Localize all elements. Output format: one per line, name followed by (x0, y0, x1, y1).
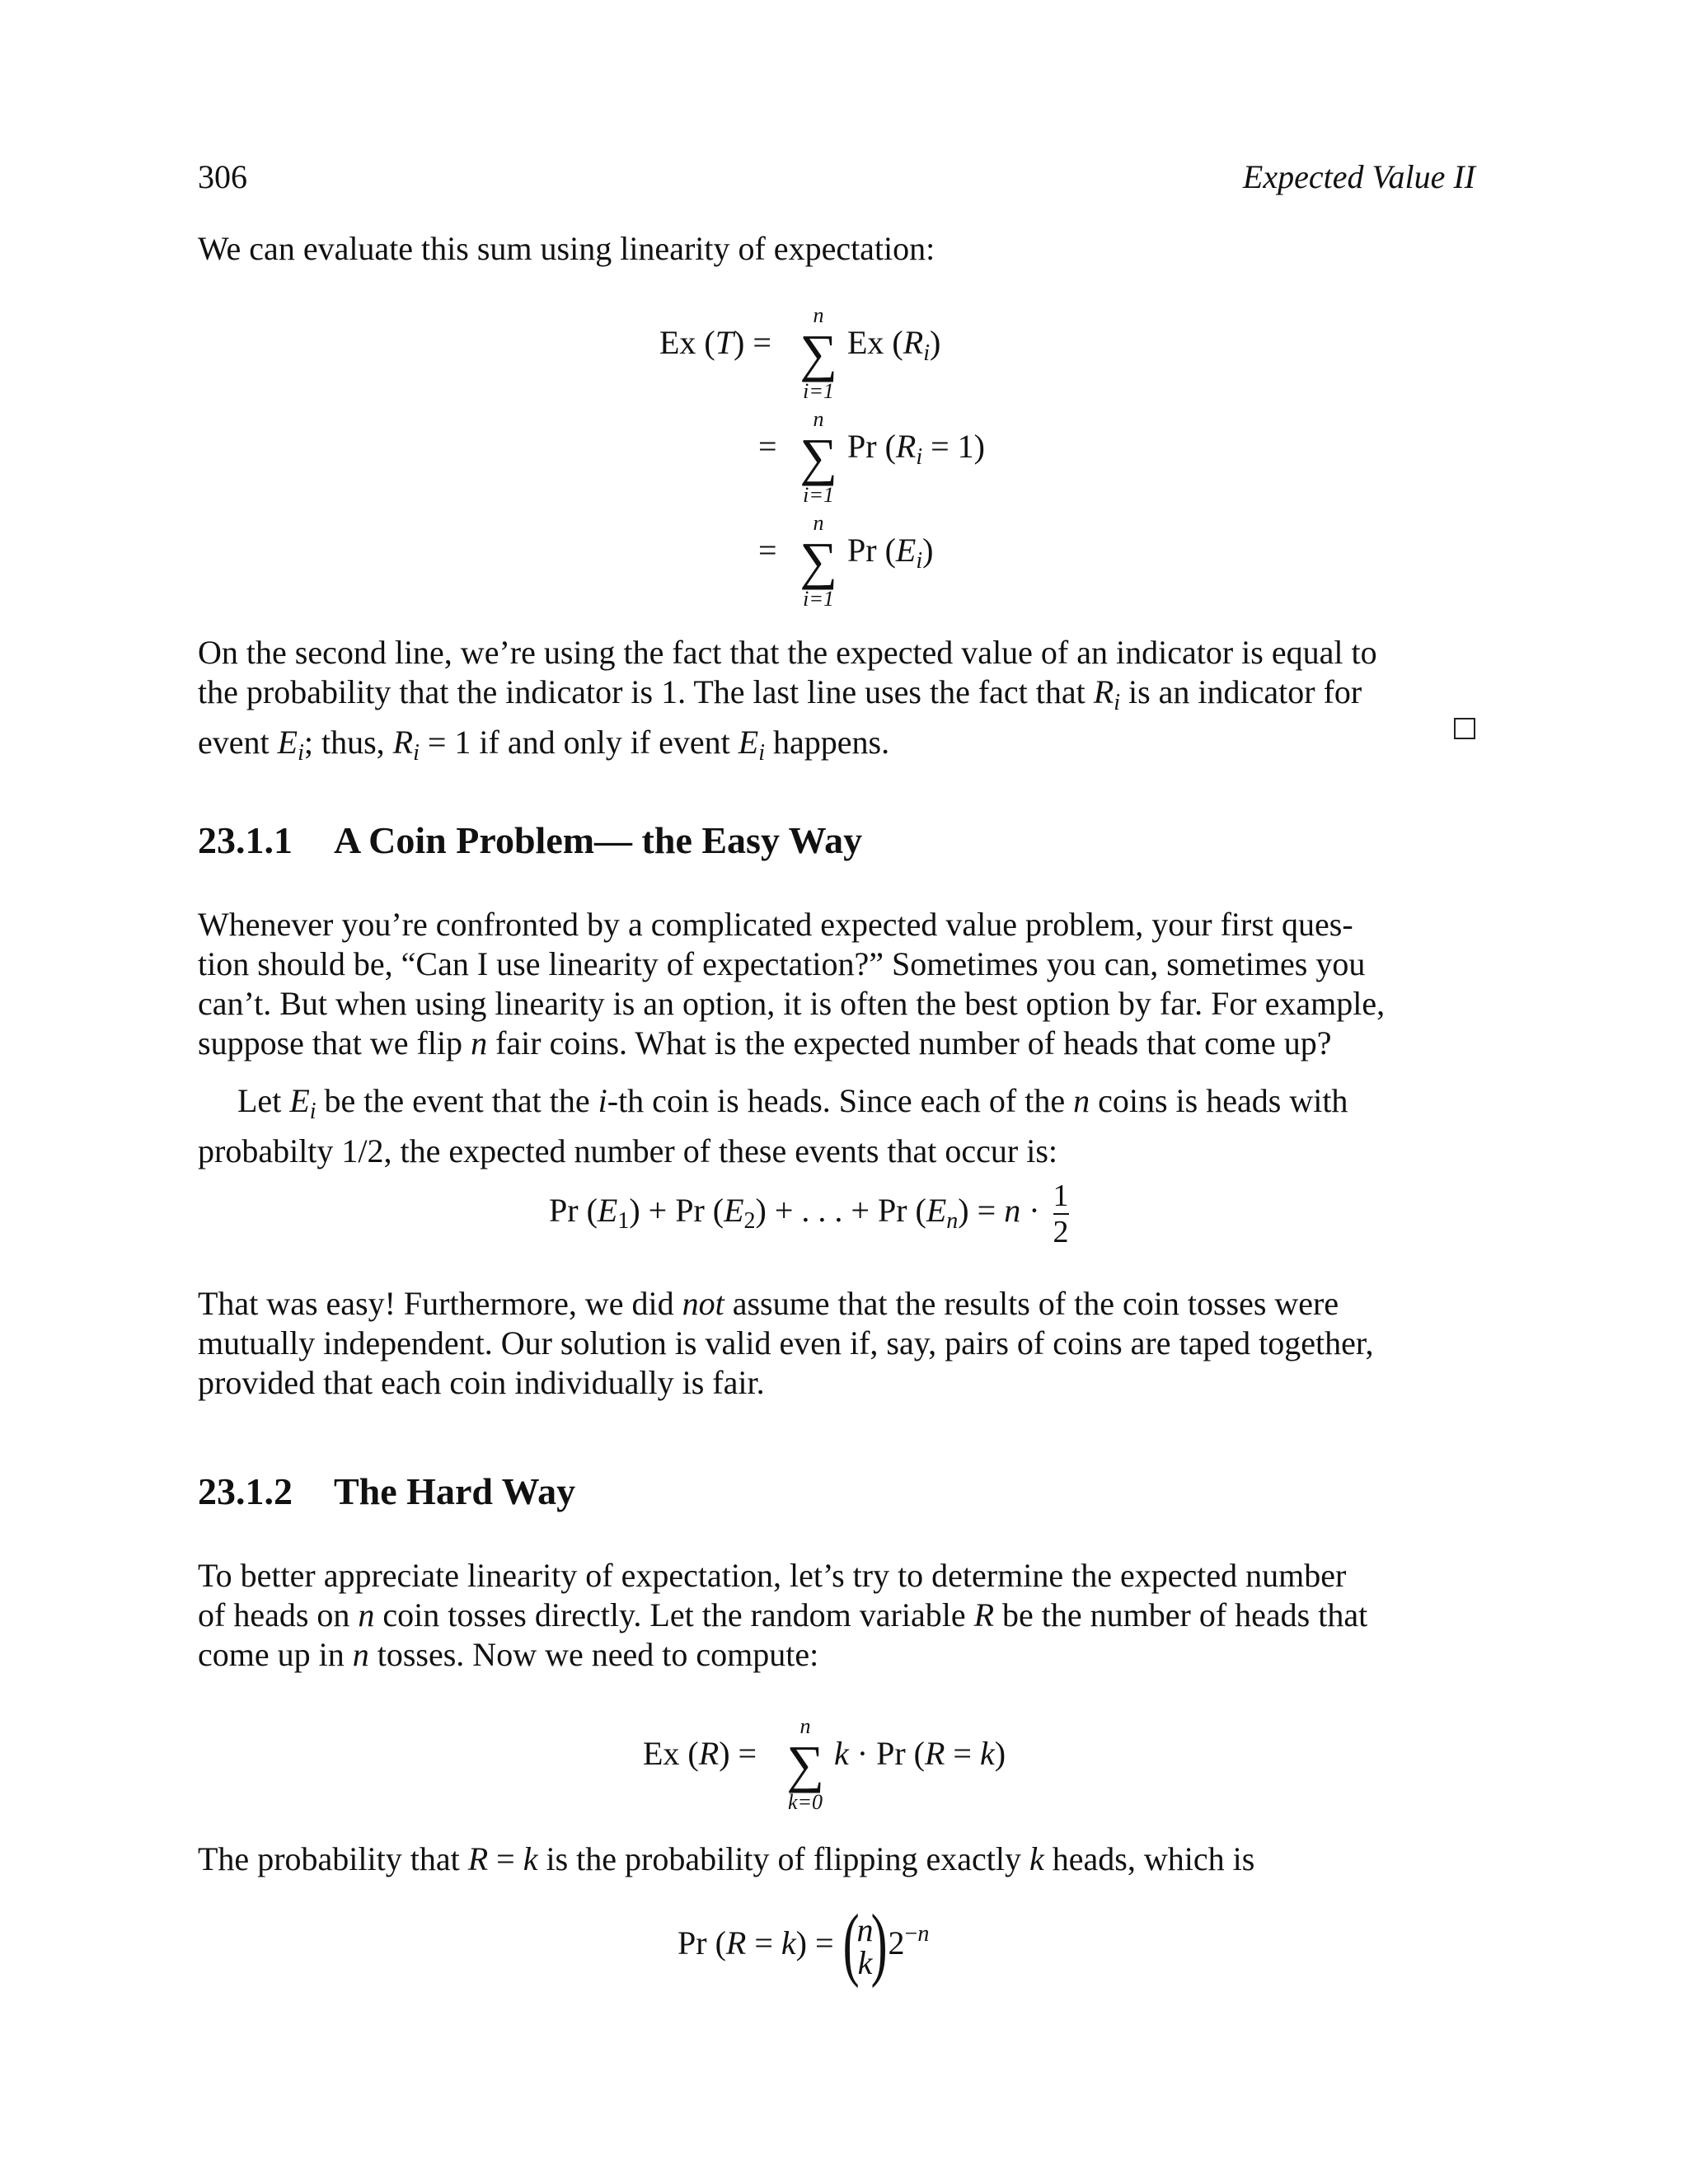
text-line: suppose that we flip n fair coins. What is the expected number of heads that come up? (198, 1024, 1332, 1062)
text-line: event $E_i$; thus, $R_i = 1$ if and only if event $E_i$ happens. (198, 724, 890, 766)
running-head (198, 155, 1475, 199)
sigma-2: n ∑ i=1 (799, 407, 837, 507)
text-line: Whenever you’re confronted by a complicated expected value problem, your first ques- (198, 906, 1353, 943)
section-heading-23-1-1 (198, 816, 862, 865)
sum-term-3: Pr $(E_i)$ (847, 532, 934, 574)
text-line: can’t. But when using linearity is an option, it is often the best option by far. For example, (198, 985, 1386, 1022)
sum-term-1: Ex $(R_i)$ (847, 324, 941, 366)
text-line: The probability that R = k is the probability of flipping exactly k heads, which is (198, 1840, 1255, 1877)
fraction-one-half: $\frac{1}{2}$ (1053, 1179, 1069, 1249)
paragraph-linearity (198, 905, 1475, 1063)
text-line: provided that each coin individually is fair. (198, 1364, 765, 1401)
sum-lhs: Ex (T) = (659, 324, 771, 361)
equals-2: = (758, 428, 777, 465)
equation-sum-probabilities: Pr $(E_1) + Pr$ $(E_2)$ + . . . + Pr $(E_n) = n$ · $\frac{1}{2}$ (549, 1179, 1069, 1249)
page-number: 306 (198, 158, 247, 195)
sum-term-2: Pr $(R_i = 1)$ (847, 428, 985, 470)
paragraph-easy (198, 1284, 1475, 1403)
ex-r-term: k · Pr (R = k) (834, 1735, 1006, 1772)
qed-square-icon (1454, 718, 1475, 739)
text-line: probabilty 1/2, the expected number of these events that occur is: (198, 1132, 1058, 1169)
text-line: To better appreciate linearity of expectation, let’s try to determine the expected number (198, 1557, 1347, 1594)
text-line: of heads on n coin tosses directly. Let the random variable R be the number of heads that (198, 1596, 1368, 1633)
section-number: 23.1.2 (198, 1470, 293, 1512)
paragraph-event-ei (198, 1081, 1475, 1171)
paragraph-hard-way (198, 1556, 1475, 1675)
chapter-title: Expected Value II (1242, 158, 1475, 195)
section-heading-23-1-2 (198, 1467, 575, 1516)
text-line: On the second line, we’re using the fact that the expected value of an indicator is equal to (198, 634, 1377, 671)
ex-r-lhs: Ex (R) = (643, 1735, 757, 1772)
equation-binomial: Pr (R = k) = ( n k ) $2^{-n}$ (678, 1897, 930, 1989)
sigma-k: n ∑ k=0 (786, 1714, 824, 1814)
text-line: mutually independent. Our solution is valid even if, say, pairs of coins are taped together, (198, 1324, 1374, 1361)
text-line: the probability that the indicator is 1. The last line uses the fact that $R_i$ is an indicator for (198, 673, 1362, 715)
section-title: The Hard Way (334, 1470, 576, 1512)
text-line: tion should be, “Can I use linearity of expectation?” Sometimes you can, sometimes you (198, 945, 1366, 982)
sigma-1: n ∑ i=1 (799, 303, 837, 403)
sigma-3: n ∑ i=1 (799, 511, 837, 611)
section-number: 23.1.1 (198, 819, 293, 861)
paragraph-indicator (198, 633, 1475, 773)
intro-paragraph: We can evaluate this sum using linearity of expectation: (198, 230, 935, 267)
text-line: That was easy! Furthermore, we did not assume that the results of the coin tosses were (198, 1285, 1339, 1322)
text-line: come up in n tosses. Now we need to compute: (198, 1636, 819, 1673)
binomial-coefficient: ( n k ) (842, 1897, 888, 1989)
text-line: Let $E_i$ be the event that the i-th coin is heads. Since each of the n coins is heads with (237, 1082, 1348, 1124)
section-title: A Coin Problem— the Easy Way (334, 819, 863, 861)
paragraph-probability-k (198, 1840, 1475, 1879)
equals-3: = (758, 532, 777, 569)
